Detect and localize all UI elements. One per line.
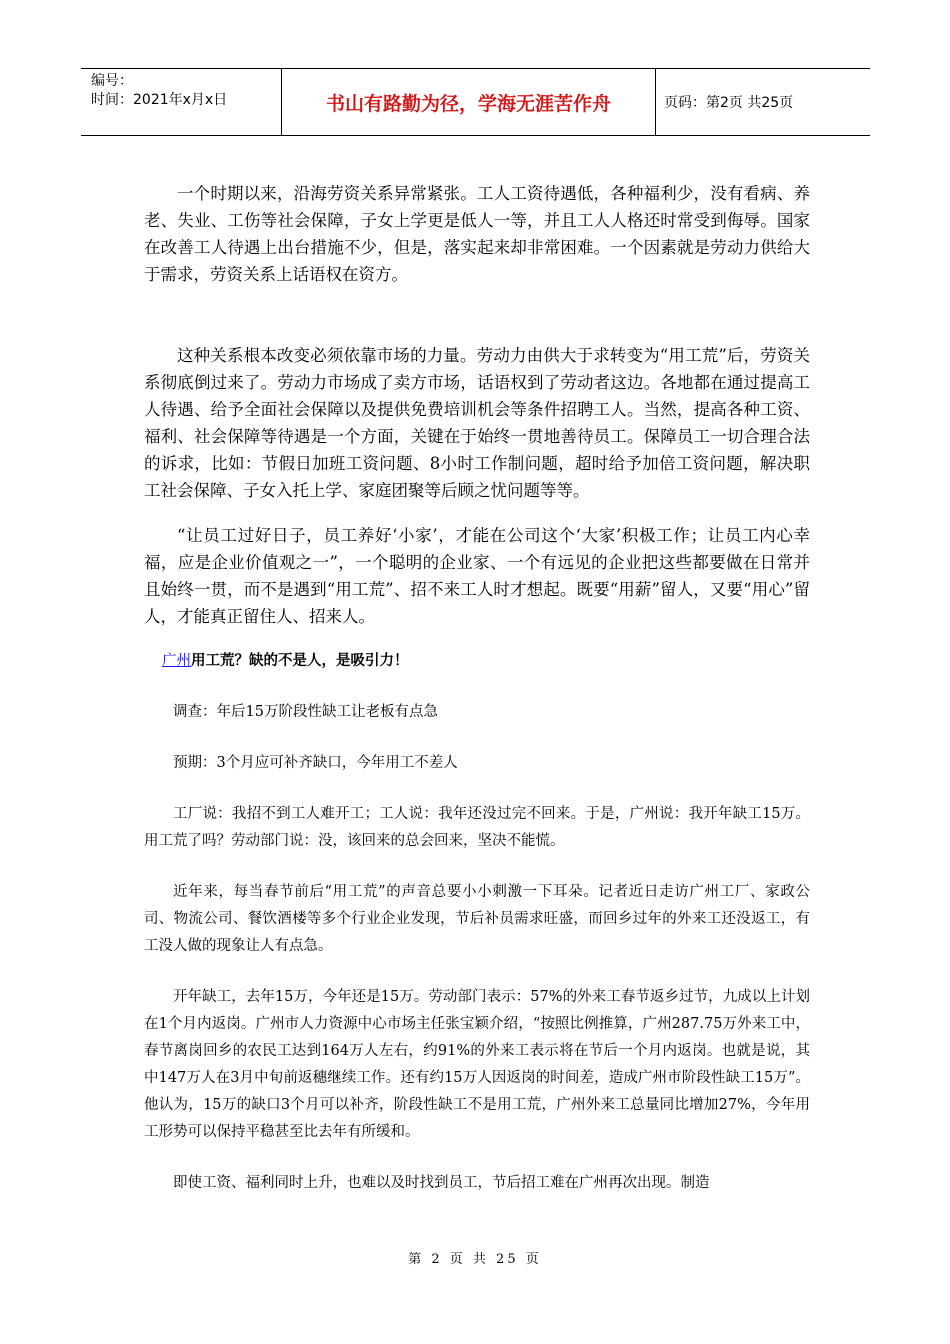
- page-footer: 第 2 页 共 25 页: [408, 1252, 542, 1267]
- time-label: 时间：2021年x月x日: [91, 92, 228, 108]
- paragraph-1: 一个时期以来，沿海劳资关系异常紧张。工人工资待遇低，各种福利少，没有看病、养老、失业、工伤等社会保障，子女上学更是低人一等，并且工人人格还时常受到侮辱。国家在改善工人待遇上出台措施不少，但是，落实起来却非常困难。一个因素就是劳动力供给大于需求，劳资关系上话语权在资方。: [144, 184, 810, 284]
- paragraph-recent-years: 近年来，每当春节前后“用工荒”的声音总要小小刺激一下耳朵。记者近日走访广州工厂、家政公司、物流公司、餐饮酒楼等多个行业企业发现，节后补员需求旺盛，而回乡过年的外来工还没返工，有工没人做的现象让人有点急。: [144, 884, 810, 954]
- forecast-line: 预期：3个月应可补齐缺口，今年用工不差人: [173, 755, 458, 771]
- section-title-text: 用工荒？缺的不是人，是吸引力！: [191, 653, 409, 669]
- header-meta: [81, 69, 282, 135]
- header-motto: 书山有路勤为径，学海无涯苦作舟: [282, 69, 656, 135]
- paragraph-factory: 工厂说：我招不到工人难开工；工人说：我年还没过完不回来。于是，广州说：我开年缺工15万。用工荒了吗？劳动部门说：没，该回来的总会回来，坚决不能慌。: [144, 806, 810, 849]
- document-body: [144, 180, 810, 1197]
- number-label: 编号：: [91, 73, 133, 89]
- survey-line: 调查：年后15万阶段性缺工让老板有点急: [173, 704, 438, 720]
- page-header: [81, 68, 870, 136]
- paragraph-shortage: 开年缺工，去年15万，今年还是15万。劳动部门表示：57%的外来工春节返乡过节，九成以上计划在1个月内返岗。广州市人力资源中心市场主任张宝颖介绍，“按照比例推算，广州287.75万外来工中，春节离岗回乡的农民工达到164万人左右，约91%的外来工表示将在节后一个月内返岗。也就是说，其中147万人在3月中旬前返穗继续工作。还有约15万人因返岗的时间差，造成广州市阶段性缺工15万”。他认为，15万的缺口3个月可以补齐，阶段性缺工不是用工荒，广州外来工总量同比增加27%，今年用工形势可以保持平稳甚至比去年有所缓和。: [144, 989, 810, 1140]
- section-title: [144, 648, 810, 675]
- paragraph-3: “让员工过好日子，员工养好‘小家’，才能在公司这个‘大家’积极工作；让员工内心幸福，应是企业价值观之一”，一个聪明的企业家、一个有远见的企业把这些都要做在日常并且始终一贯，而不是遇到“用工荒”、招不来工人时才想起。既要“用薪”留人，又要“用心”留人，才能真正留住人、招来人。: [144, 526, 810, 626]
- paragraph-2: 这种关系根本改变必须依靠市场的力量。劳动力由供大于求转变为“用工荒”后，劳资关系彻底倒过来了。劳动力市场成了卖方市场，话语权到了劳动者这边。各地都在通过提高工人待遇、给予全面社会保障以及提供免费培训机会等条件招聘工人。当然，提高各种工资、福利、社会保障等待遇是一个方面，关键在于始终一贯地善待员工。保障员工一切合理合法的诉求，比如：节假日加班工资问题、8小时工作制问题，超时给予加倍工资问题，解决职工社会保障、子女入托上学、家庭团聚等后顾之忧问题等等。: [144, 346, 810, 500]
- guangzhou-link[interactable]: 广州: [162, 653, 191, 669]
- header-page-info: 页码：第2页 共25页: [664, 95, 794, 111]
- paragraph-wages: 即使工资、福利同时上升，也难以及时找到员工，节后招工难在广州再次出现。制造: [173, 1175, 710, 1191]
